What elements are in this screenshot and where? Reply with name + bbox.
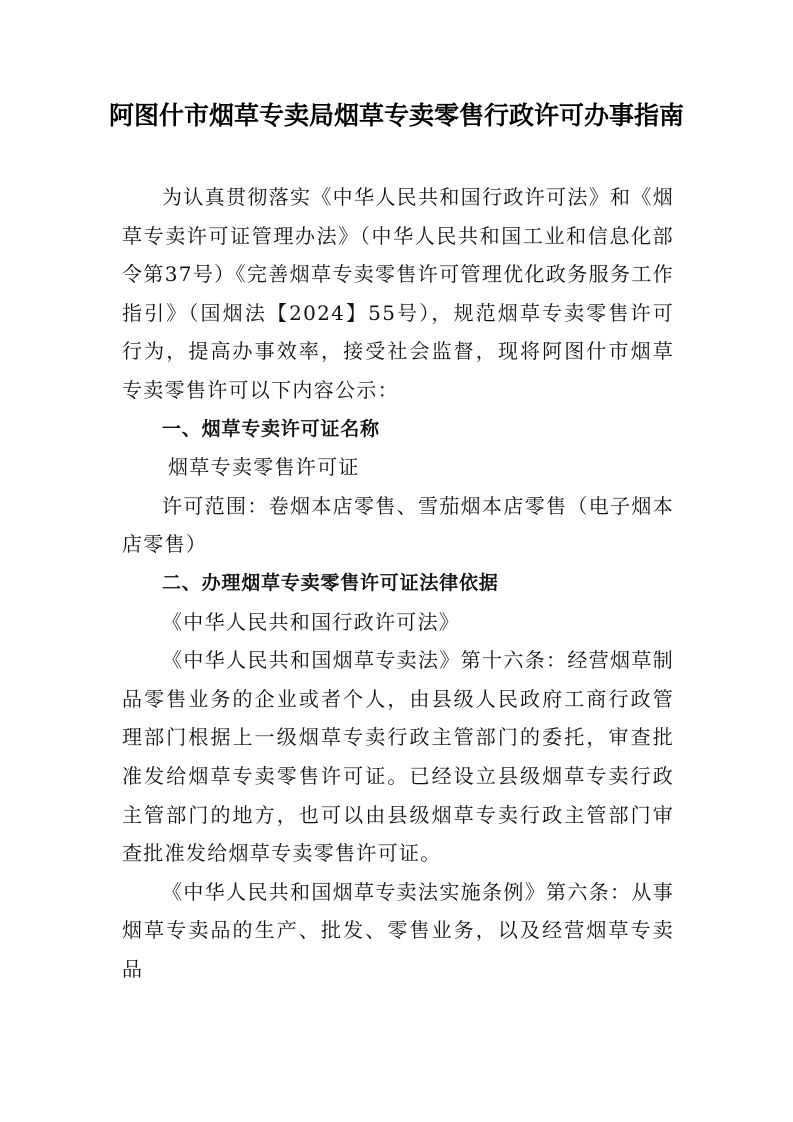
document-title: 阿图什市烟草专卖局烟草专卖零售行政许可办事指南 [108, 101, 684, 130]
law-paragraph-2: 《中华人民共和国烟草专卖法》第十六条：经营烟草制品零售业务的企业或者个人，由县级人民政府工商行政管理部门根据上一级烟草专卖行政主管部门的委托，审查批准发给烟草专卖零售许可证。已经设立县级烟草专卖行政主管部门的地方，也可以由县级烟草专卖行政主管部门审查批准发给烟草专卖零售许可证。 [122, 648, 674, 866]
law-paragraph-1: 《中华人民共和国行政许可法》 [162, 609, 461, 634]
license-scope: 许可范围：卷烟本店零售、雪茄烟本店零售（电子烟本店零售） [122, 493, 674, 557]
intro-paragraph: 为认真贯彻落实《中华人民共和国行政许可法》和《烟草专卖许可证管理办法》（中华人民共和国工业和信息化部令第37号）《完善烟草专卖零售许可管理优化政务服务工作指引》（国烟法【2024】55号），规范烟草专卖零售许可行为，提高办事效率，接受社会监督，现将阿图什市烟草专卖零售许可以下内容公示： [122, 185, 674, 402]
law-paragraph-3: 《中华人民共和国烟草专卖法实施条例》第六条：从事烟草专卖品的生产、批发、零售业务，以及经营烟草专卖品 [122, 879, 674, 981]
section2-heading: 二、办理烟草专卖零售许可证法律依据 [162, 571, 499, 594]
section1-heading: 一、烟草专卖许可证名称 [162, 417, 380, 440]
license-name: 烟草专卖零售许可证 [168, 455, 360, 480]
document-body [122, 178, 674, 988]
